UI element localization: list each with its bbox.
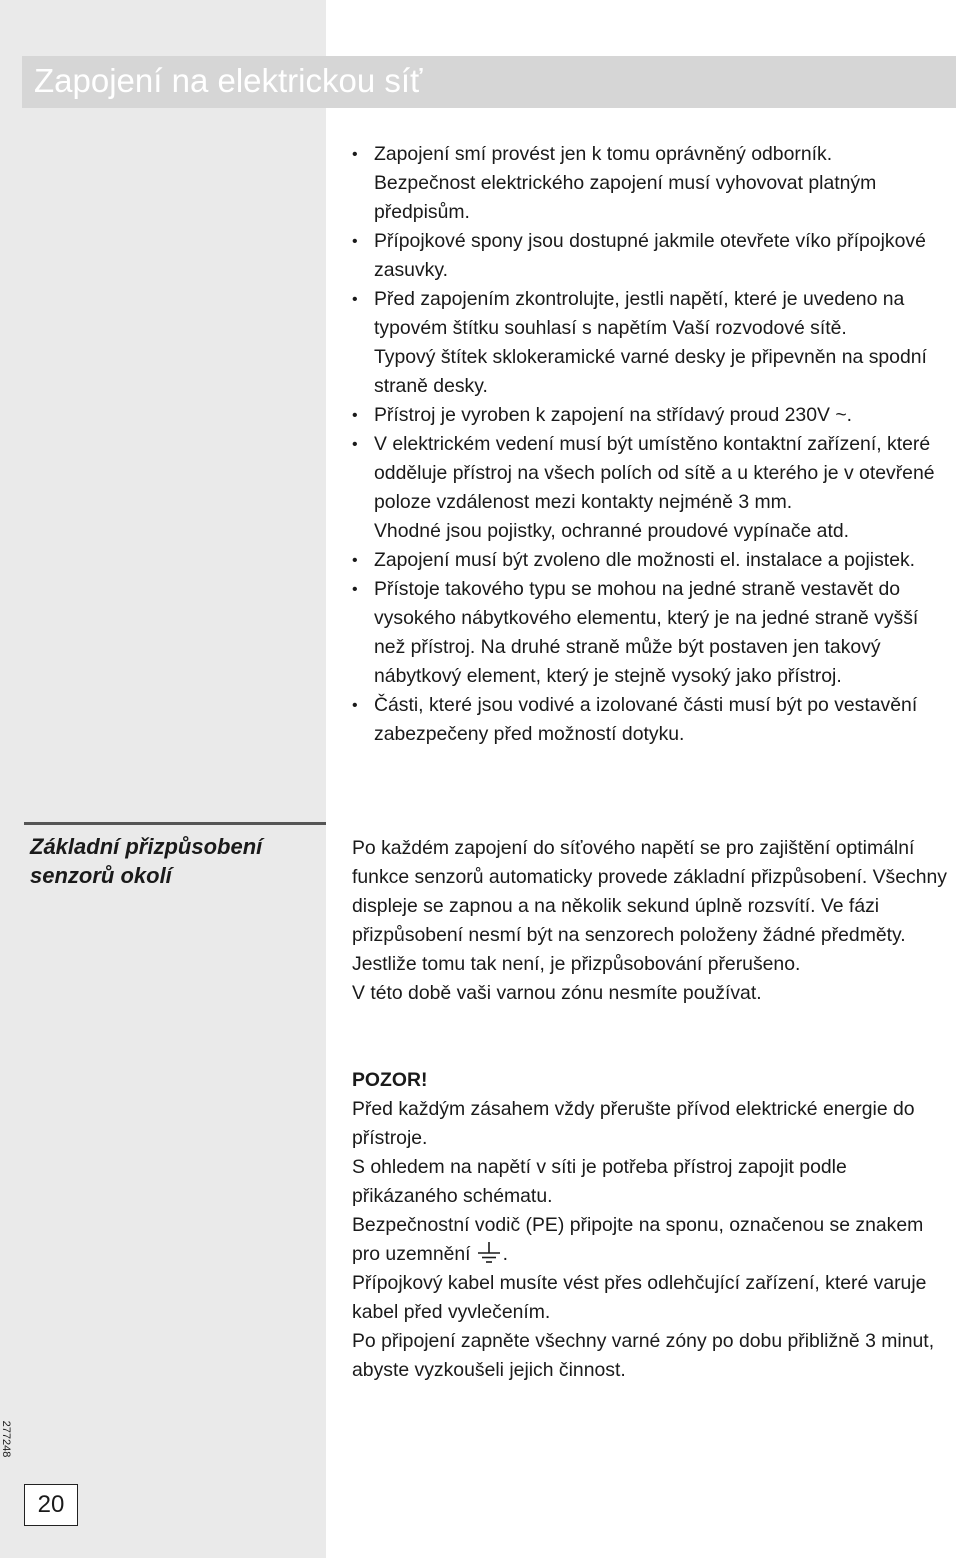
- warning-body: [352, 1095, 952, 1385]
- section-heading-line: Základní přizpůsobení: [30, 834, 263, 859]
- section-paragraph: Po každém zapojení do síťového napětí se pro zajištění optimální funkce senzorů automaticky provede základní přizpůsobení. Všechny displeje se zapnou a na několik sekund úplně rozsvítí. Ve fázi přizpůsobení nesmí být na senzorech položeny žádné předměty. Jestliže tomu tak není, je přizpůsobování přerušeno.: [352, 837, 947, 975]
- list-item: [352, 401, 952, 430]
- list-item-text: • Před zapojením zkontrolujte, jestli napětí, které je uvedeno na typovém štítku souhlasí s napětím Vaší rozvodové sítě.: [374, 288, 905, 339]
- side-panel: [0, 0, 326, 1558]
- list-item-text: • Přípojkové spony jsou dostupné jakmile otevřete víko přípojkové zasuvky.: [374, 230, 926, 281]
- page-title: Zapojení na elektrickou síť: [34, 62, 423, 99]
- section-heading-line: senzorů okolí: [30, 863, 172, 888]
- warning-heading: POZOR!: [352, 1069, 428, 1091]
- list-item: [352, 691, 952, 749]
- list-item: [352, 285, 952, 401]
- list-item-text: • Zapojení musí být zvoleno dle možnosti el. instalace a pojistek.: [374, 549, 916, 571]
- warning-paragraph: S ohledem na napětí v síti je potřeba přístroj zapojit podle přikázaného schématu.: [352, 1156, 847, 1207]
- title-bar: [22, 56, 956, 108]
- list-item: [352, 430, 952, 546]
- list-item-text: • Přístoje takového typu se mohou na jedné straně vestavět do vysokého nábytkového elementu, který je na jedné straně vyšší než přístroj. Na druhé straně může být postaven jen takový nábytkový element, který je stejně vysoký jako přístroj.: [374, 578, 919, 687]
- ground-icon: [477, 1242, 501, 1264]
- section-body: [352, 834, 952, 1008]
- section-heading: [30, 832, 320, 890]
- list-item: [352, 575, 952, 691]
- section-paragraph: V této době vaši varnou zónu nesmíte používat.: [352, 982, 762, 1004]
- connection-rules-list: [352, 140, 952, 749]
- list-item-text: • Části, které jsou vodivé a izolované části musí být po vestavění zabezpečeny před možností dotyku.: [374, 694, 918, 745]
- list-item-text: • Zapojení smí provést jen k tomu oprávněný odborník.: [374, 143, 833, 165]
- warning-paragraph: Po připojení zapněte všechny varné zóny po dobu přibližně 3 minut, abyste vyzkoušeli jejich činnost.: [352, 1330, 935, 1381]
- list-item-text: Bezpečnost elektrického zapojení musí vyhovovat platným předpisům.: [374, 172, 877, 223]
- warning-paragraph: [352, 1211, 952, 1269]
- list-item-text: • V elektrickém vedení musí být umístěno kontaktní zařízení, které odděluje přístroj na všech polích od sítě a u kterého je v otevřené poloze vzdálenost mezi kontakty nejméně 3 mm.: [374, 433, 935, 513]
- section-divider: [24, 822, 326, 825]
- list-item: [352, 140, 952, 227]
- warning-paragraph: Přípojkový kabel musíte vést přes odlehčující zařízení, které varuje kabel před vyvlečením.: [352, 1272, 927, 1323]
- list-item: [352, 227, 952, 285]
- warning-paragraph-end: .: [502, 1243, 508, 1265]
- page-number: 20: [24, 1484, 78, 1526]
- list-item-text: Typový štítek sklokeramické varné desky je připevněn na spodní straně desky.: [374, 346, 927, 397]
- document-code: 277248: [0, 1420, 12, 1458]
- list-item: [352, 546, 952, 575]
- list-item-text: Vhodné jsou pojistky, ochranné proudové vypínače atd.: [374, 520, 850, 542]
- list-item-text: • Přístroj je vyroben k zapojení na střídavý proud 230V ~.: [374, 404, 853, 426]
- warning-paragraph-text: Bezpečnostní vodič (PE) připojte na sponu, označenou se znakem pro uzemnění: [352, 1214, 924, 1265]
- warning-paragraph: Před každým zásahem vždy přerušte přívod elektrické energie do přístroje.: [352, 1098, 915, 1149]
